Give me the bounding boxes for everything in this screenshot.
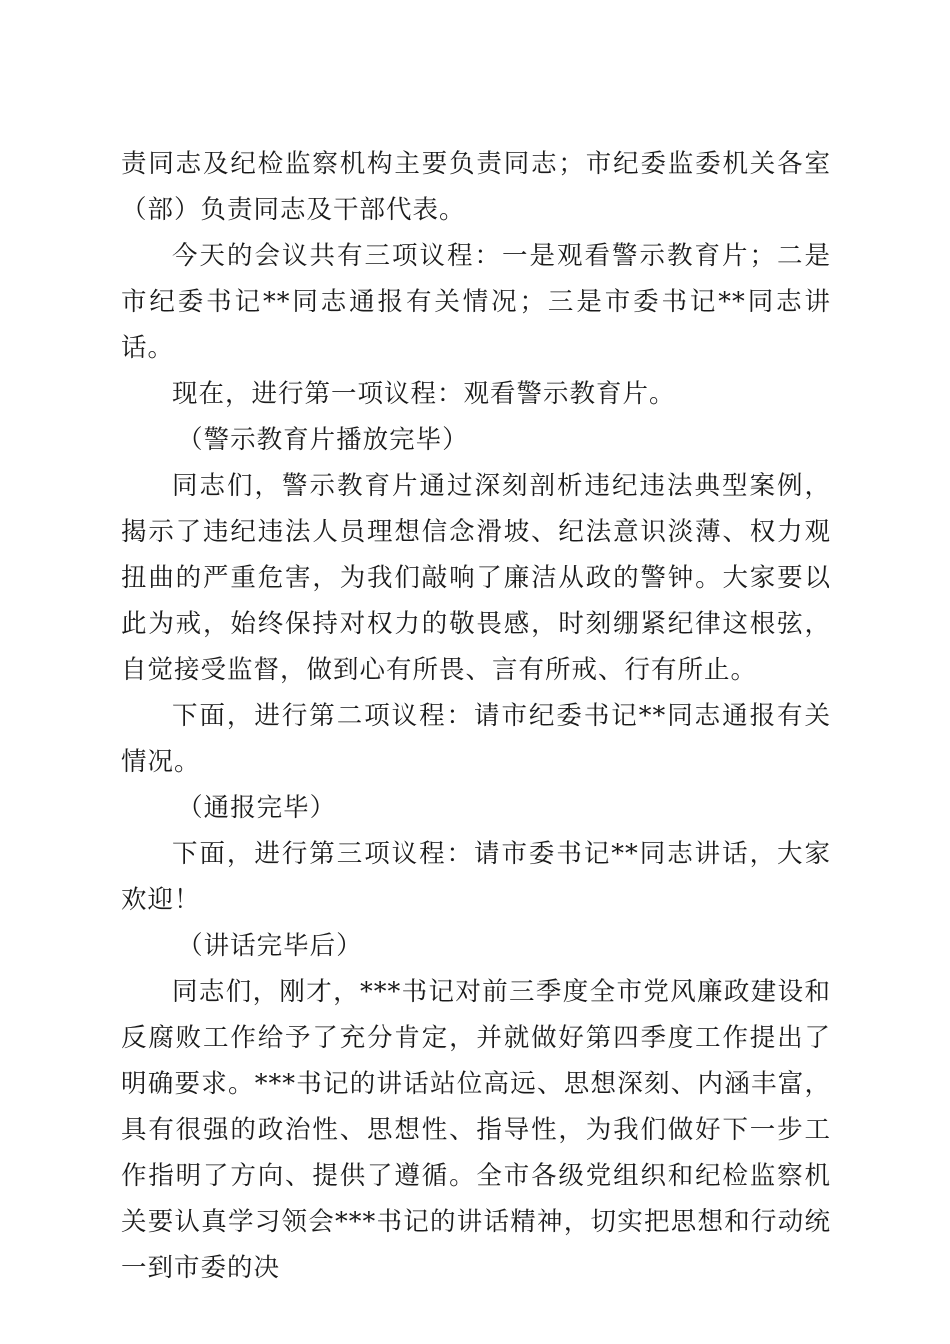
paragraph-agenda-overview: 今天的会议共有三项议程：一是观看警示教育片；二是市纪委书记**同志通报有关情况；三是市委书记**同志讲话。 — [121, 241, 831, 363]
paragraph-second-agenda: 下面，进行第二项议程：请市纪委书记**同志通报有关情况。 — [121, 701, 831, 777]
paragraph-closing-remarks: 同志们，刚才，***书记对前三季度全市党风廉政建设和反腐败工作给予了充分肯定，并就做好第四季度工作提出了明确要求。***书记的讲话站位高远、思想深刻、内涵丰富，具有很强的政治性、思想性、指导性，为我们做好下一步工作指明了方向、提供了遵循。全市各级党组织和纪检监察机关要认真学习领会***书记的讲话精神，切实把思想和行动统一到市委的决 — [121, 977, 831, 1283]
stage-note-video-finished: （警示教育片播放完毕） — [177, 425, 469, 455]
stage-note-report-finished: （通报完毕） — [177, 793, 337, 823]
paragraph-attendees-continued: 责同志及纪检监察机构主要负责同志；市纪委监委机关各室（部）负责同志及干部代表。 — [121, 149, 831, 225]
paragraph-third-agenda: 下面，进行第三项议程：请市委书记**同志讲话，大家欢迎！ — [121, 839, 831, 915]
paragraph-first-agenda: 现在，进行第一项议程：观看警示教育片。 — [172, 379, 676, 409]
paragraph-video-commentary: 同志们，警示教育片通过深刻剖析违纪违法典型案例，揭示了违纪违法人员理想信念滑坡、纪法意识淡薄、权力观扭曲的严重危害，为我们敲响了廉洁从政的警钟。大家要以此为戒，始终保持对权力的敬畏感，时刻绷紧纪律这根弦，自觉接受监督，做到心有所畏、言有所戒、行有所止。 — [121, 471, 831, 685]
stage-note-speech-finished: （讲话完毕后） — [177, 931, 363, 961]
document-body — [121, 141, 831, 1291]
